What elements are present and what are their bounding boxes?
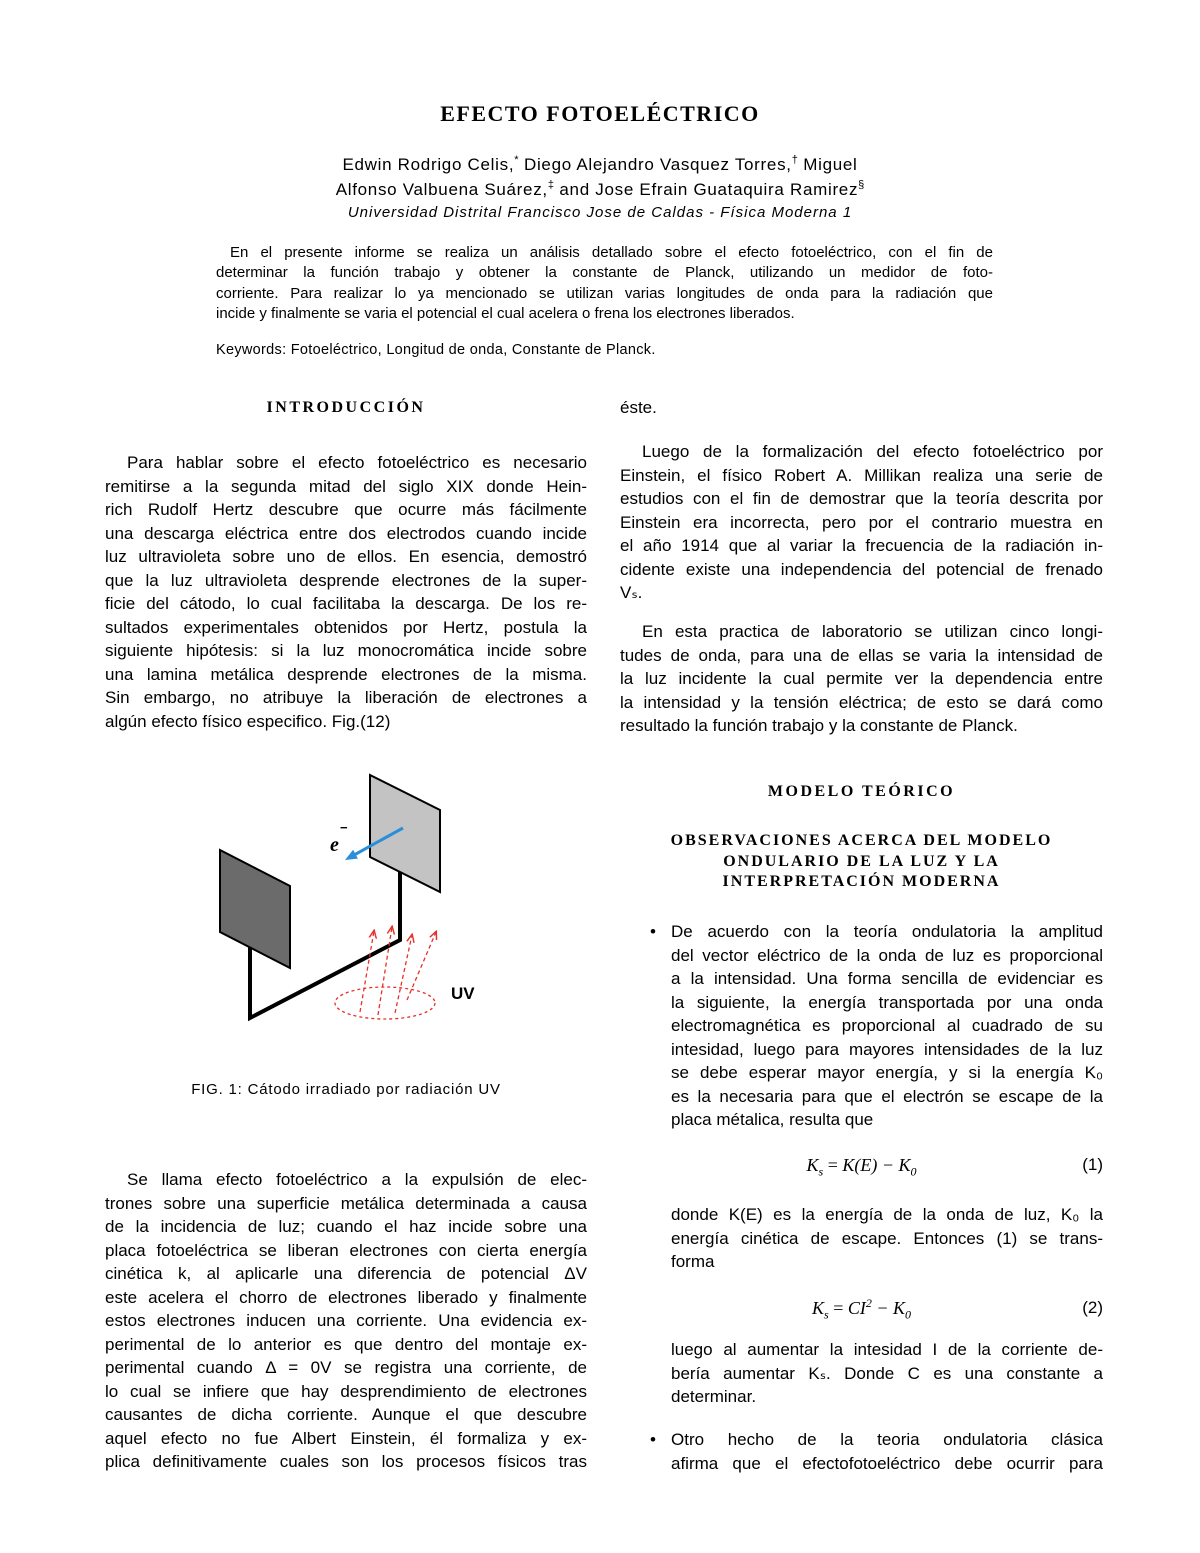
authors-line-2 (0, 177, 1200, 202)
text-line: el año 1914 que al variar la frecuencia de la radiación in- (620, 536, 1103, 555)
eq-symbol: K (806, 1155, 819, 1175)
bullet-item-1 (671, 920, 1103, 1132)
text-line: Sin embargo, no atribuye la liberación de electrones a (105, 688, 587, 707)
text-line: perimental de lo anterior es que dentro del montaje ex- (105, 1334, 587, 1354)
text-line: Vₛ. (620, 583, 643, 602)
intro-paragraph-1 (105, 451, 587, 733)
text-line: plica definitivamente cuales son los procesos físicos tras (105, 1452, 587, 1471)
text-line: determinar la función trabajo y obtener la constante de Planck, utilizando un medidor de foto- (216, 264, 993, 282)
text-line: a la intensidad. Una forma sencilla de evidenciar es (671, 969, 1103, 988)
continued-text: éste. (620, 398, 657, 417)
text-line: Se llama efecto fotoeléctrico a la expulsión de elec- (127, 1170, 587, 1189)
text-line: determinar. (671, 1387, 757, 1406)
eq-term: CI (847, 1298, 866, 1318)
text-line: siguiente hipótesis: si la luz monocromática incide sobre (105, 641, 587, 660)
bullet-1-continuation-1 (671, 1203, 1103, 1274)
text-line: En el presente informe se realiza un análisis detallado sobre el efecto fotoeléctrico, con el fin de (230, 244, 993, 261)
text-line: corriente. Para realizar lo ya mencionado se utilizan varias longitudes de onda para la radiación que (216, 284, 993, 302)
section-heading-introduction: INTRODUCCIÓN (266, 399, 426, 416)
intro-paragraph-4 (620, 620, 1103, 738)
text-line: estudios con el fin de demostrar que la teoría descrita por (620, 489, 1103, 508)
text-line: bería aumentar Kₛ. Donde C es una constante a (671, 1363, 1103, 1383)
author-name: Miguel (803, 155, 858, 174)
authors-line-1 (0, 152, 1200, 177)
text-line: algún efecto físico especifico. Fig.(12) (105, 711, 391, 731)
text-line: la siguiente, la energía transportada por una onda (671, 992, 1103, 1012)
equation-expression (812, 1296, 911, 1322)
keywords-label: Keywords: (216, 342, 287, 358)
author-name: Alfonso Valbuena Suárez, (335, 180, 548, 199)
equation-1 (620, 1153, 1103, 1177)
authors (0, 152, 1200, 202)
text-line: una descarga eléctrica entre dos electrodos cuando incide (105, 523, 587, 543)
author-footnote-mark: ‡ (547, 179, 554, 191)
intro-paragraph-2 (105, 1168, 587, 1474)
uv-ray (360, 931, 374, 1012)
text-line: Otro hecho de la teoria ondulatoria clásica (671, 1430, 1103, 1449)
text-line: se debe esperar mayor energía, y si la energía K₀ (671, 1063, 1103, 1082)
text-line: tudes de onda, para una de ellas se varia la intensidad de (620, 645, 1103, 665)
keywords (216, 340, 993, 360)
text-line: Luego de la formalización del efecto fotoeléctrico por (642, 442, 1103, 461)
eq-subscript: 0 (905, 1307, 911, 1322)
uv-ray (395, 935, 412, 1013)
text-line: este acelera el chorro de electrones liberado y finalmente (105, 1287, 587, 1307)
text-line: ficie del cátodo, lo cual facilitaba la descarga. De los re- (105, 594, 587, 613)
figure-1-diagram (105, 760, 587, 1050)
bullet-item-2 (671, 1428, 1103, 1475)
uv-source-ellipse (335, 987, 435, 1019)
text-line: del vector eléctrico de la onda de luz es proporcional (671, 945, 1103, 965)
eq-operator: = (833, 1298, 844, 1318)
eq-symbol: K (812, 1298, 825, 1318)
electron-charge-sign: − (340, 820, 348, 835)
uv-ray (407, 932, 436, 1000)
eq-subscript: s (818, 1164, 824, 1179)
subsection-heading-line: INTERPRETACIÓN MODERNA (722, 873, 1001, 890)
text-line: luego al aumentar la intesidad I de la corriente de- (671, 1340, 1103, 1359)
collector-plate (220, 850, 290, 968)
equation-2 (620, 1296, 1103, 1320)
text-line: De acuerdo con la teoría ondulatoria la amplitud (671, 922, 1103, 941)
text-line: sultados experimentales obtenidos por Hertz, postula la (105, 617, 587, 637)
uv-ray (378, 927, 392, 1015)
author-footnote-mark: * (514, 154, 519, 166)
text-line: rich Rudolf Hertz descubre que ocurre más fácilmente (105, 500, 587, 519)
text-line: causantes de dicha corriente. Aunque el que descubre (105, 1405, 587, 1424)
eq-operator: = (827, 1155, 838, 1175)
affiliation: Universidad Distrital Francisco Jose de Caldas - Física Moderna 1 (347, 204, 853, 221)
author-name: Edwin Rodrigo Celis, (342, 155, 515, 174)
equation-expression (806, 1155, 917, 1179)
equation-number: (2) (1082, 1298, 1103, 1317)
text-line: la luz incidente la cual permite ver la dependencia entre (620, 669, 1103, 688)
text-line: cinética k, al aplicarle una diferencia de potencial ΔV (105, 1264, 587, 1283)
text-line: luz ultravioleta sobre uno de ellos. En esencia, demostró (105, 547, 587, 566)
subsection-heading-line: OBSERVACIONES ACERCA DEL MODELO (670, 832, 1053, 849)
text-line: energía cinética de escape. Entonces (1) se trans- (671, 1228, 1103, 1248)
author-footnote-mark: † (791, 154, 798, 166)
text-line: cidente existe una independencia del potencial de frenado (620, 559, 1103, 579)
intro-paragraph-3 (620, 440, 1103, 605)
figure-caption: FIG. 1: Cátodo irradiado por radiación UV (191, 1081, 501, 1098)
keywords-text: Fotoeléctrico, Longitud de onda, Constante de Planck. (290, 342, 656, 358)
cathode-plate (370, 775, 440, 892)
eq-superscript: 2 (865, 1296, 872, 1310)
section-heading-modelo-teorico: MODELO TEÓRICO (767, 783, 956, 800)
text-line: incide y finalmente se varia el potencial el cual acelera o frena los electrones liberados. (216, 305, 795, 323)
bullet-marker: • (650, 922, 656, 941)
subsection-heading-line: ONDULARIO DE LA LUZ Y LA (723, 852, 1000, 870)
author-footnote-mark: § (858, 179, 865, 191)
text-line: trones sobre una superficie metálica determinada a causa (105, 1193, 587, 1213)
text-line: placa métalica, resulta que (671, 1110, 874, 1129)
text-line: Einstein, el físico Robert A. Millikan realiza una serie de (620, 465, 1103, 485)
text-line: intesidad, luego para mayores intensidades de la luz (671, 1039, 1103, 1059)
text-line: donde K(E) es la energía de la onda de luz, K₀ la (671, 1205, 1103, 1224)
eq-subscript: 0 (910, 1164, 917, 1179)
text-line: forma (671, 1252, 715, 1271)
text-line: la intensidad y la tensión eléctrica; de esto se dará como (620, 692, 1103, 712)
text-line: resultado la función trabajo y la constante de Planck. (620, 716, 1018, 735)
text-line: afirma que el efectofotoeléctrico debe ocurrir para (671, 1453, 1103, 1473)
author-name: Diego Alejandro Vasquez Torres, (523, 155, 792, 174)
text-line: electromagnética es proporcional al cuadrado de su (671, 1016, 1103, 1035)
equation-number: (1) (1082, 1155, 1103, 1174)
text-line: que la luz ultravioleta desprende electrones de la super- (105, 570, 587, 590)
text-line: una lamina metálica desprende electrones de la misma. (105, 664, 587, 684)
eq-term: K(E) − K (842, 1155, 911, 1175)
paper-title: EFECTO FOTOELÉCTRICO (440, 101, 760, 126)
text-line: de la incidencia de luz; cuando el haz incide sobre una (105, 1217, 587, 1236)
eq-term: − K (876, 1298, 905, 1318)
author-name: and Jose Efrain Guataquira Ramirez (559, 180, 859, 199)
uv-label: UV (451, 984, 475, 1003)
text-line: aquel efecto no fue Albert Einstein, él formaliza y ex- (105, 1428, 587, 1448)
bullet-marker: • (650, 1430, 656, 1449)
text-line: remitirse a la segunda mitad del siglo XIX donde Hein- (105, 476, 587, 496)
text-line: Einstein era incorrecta, pero por el contrario muestra en (620, 512, 1103, 532)
bullet-1-continuation-2 (671, 1338, 1103, 1409)
text-line: es la necesaria para que el electrón se escape de la (671, 1086, 1103, 1106)
text-line: placa fotoeléctrica se liberan electrones con cierta energía (105, 1240, 587, 1260)
text-line: En esta practica de laboratorio se utilizan cinco longi- (642, 622, 1103, 641)
text-line: Para hablar sobre el efecto fotoeléctrico es necesario (127, 453, 587, 472)
text-line: estos electrones inducen una corriente. Una evidencia ex- (105, 1311, 587, 1330)
text-line: perimental cuando Δ = 0V se registra una corriente, de (105, 1358, 587, 1377)
text-line: lo cual se infiere que hay desprendimiento de electrones (105, 1381, 587, 1401)
eq-subscript: s (824, 1307, 829, 1322)
abstract (216, 243, 993, 325)
electron-label: e (330, 834, 339, 856)
subsection-heading (620, 831, 1103, 893)
